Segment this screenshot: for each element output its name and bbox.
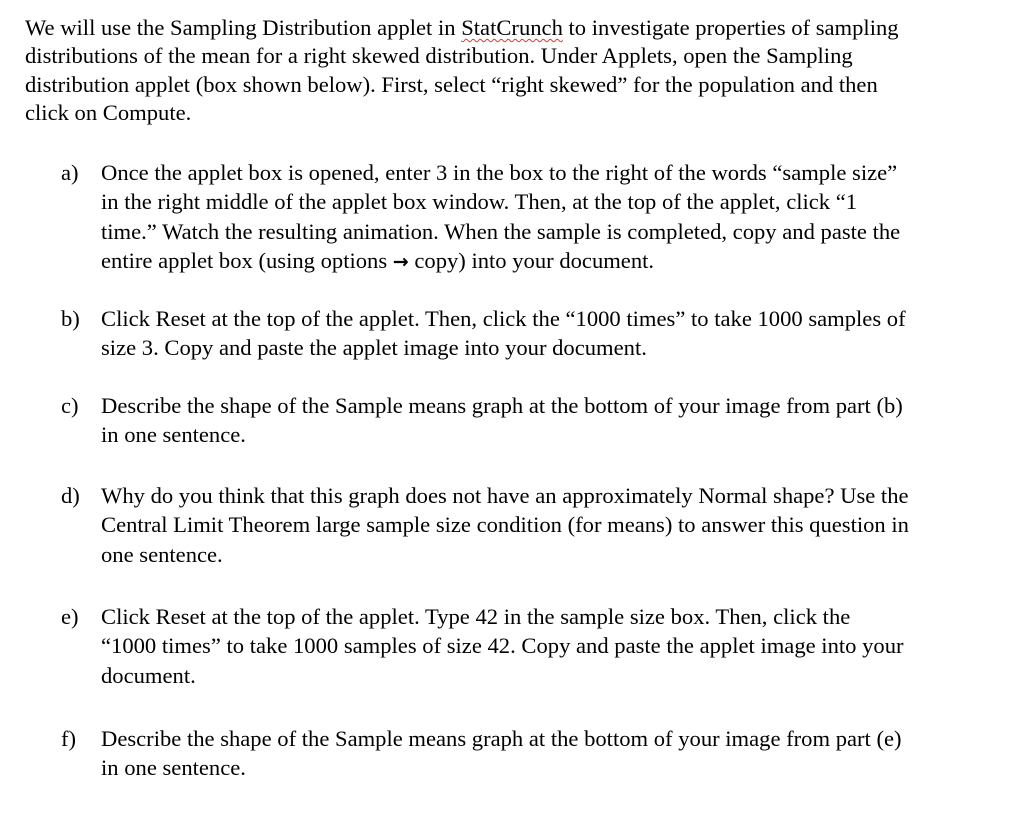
intro-line-2: distributions of the mean for a right skewed distribution. Under Applets, open the Sampling: [25, 43, 853, 69]
item-c-line-1: Describe the shape of the Sample means graph at the bottom of your image from part (b): [101, 393, 903, 418]
item-a-line-4-start: entire applet box (using options: [101, 247, 393, 273]
item-a-line-3: time.” Watch the resulting animation. When the sample is completed, copy and paste the: [101, 218, 901, 244]
item-body-b: [101, 304, 906, 363]
intro-line-3: distribution applet (box shown below). First, select “right skewed” for the population and then: [25, 71, 878, 97]
item-c-line-2: in one sentence.: [101, 422, 246, 448]
item-d-line-1: Why do you think that this graph does not have an approximately Normal shape? Use the: [101, 483, 909, 508]
item-e-line-1: Click Reset at the top of the applet. Type 42 in the sample size box. Then, click the: [101, 604, 851, 629]
statcrunch-spelling-flag: StatCrunch: [461, 15, 563, 40]
item-marker-b: b): [61, 306, 80, 331]
item-body-e: [101, 602, 904, 690]
item-a-line-2: in the right middle of the applet box window. Then, at the top of the applet, click “1: [101, 189, 858, 215]
intro-line-1-end: to investigate properties of sampling: [562, 15, 899, 40]
item-e-line-3: document.: [101, 662, 196, 688]
item-marker-e: e): [61, 604, 79, 629]
right-arrow-icon: →: [392, 250, 409, 273]
item-a-line-4-end: copy) into your document.: [408, 247, 655, 273]
intro-line-4: click on Compute.: [25, 100, 192, 126]
item-a-line-4: [101, 246, 900, 277]
item-body-c: [101, 391, 903, 450]
item-e-line-2: “1000 times” to take 1000 samples of size 42. Copy and paste the applet image into your: [101, 633, 904, 659]
item-f-line-1: Describe the shape of the Sample means graph at the bottom of your image from part (e): [101, 726, 902, 751]
item-marker-a: a): [61, 160, 79, 185]
item-b-line-1: Click Reset at the top of the applet. Then, click the “1000 times” to take 1000 samples of: [101, 306, 906, 331]
item-marker-d: d): [61, 483, 80, 508]
item-marker-c: c): [61, 393, 79, 418]
intro-line-1: [25, 14, 1015, 42]
item-a-line-1: Once the applet box is opened, enter 3 in the box to the right of the words “sample size”: [101, 160, 898, 185]
item-body-f: [101, 724, 902, 783]
item-d-line-3: one sentence.: [101, 541, 223, 567]
intro-line-1-start: We will use the Sampling Distribution applet in: [25, 15, 462, 40]
item-b-line-2: size 3. Copy and paste the applet image into your document.: [101, 335, 647, 361]
intro-paragraph: [25, 14, 1015, 128]
item-d-line-2: Central Limit Theorem large sample size condition (for means) to answer this question in: [101, 512, 909, 538]
item-marker-f: f): [61, 726, 77, 751]
item-body-a: [101, 158, 900, 277]
item-body-d: [101, 481, 909, 569]
item-f-line-2: in one sentence.: [101, 755, 246, 781]
